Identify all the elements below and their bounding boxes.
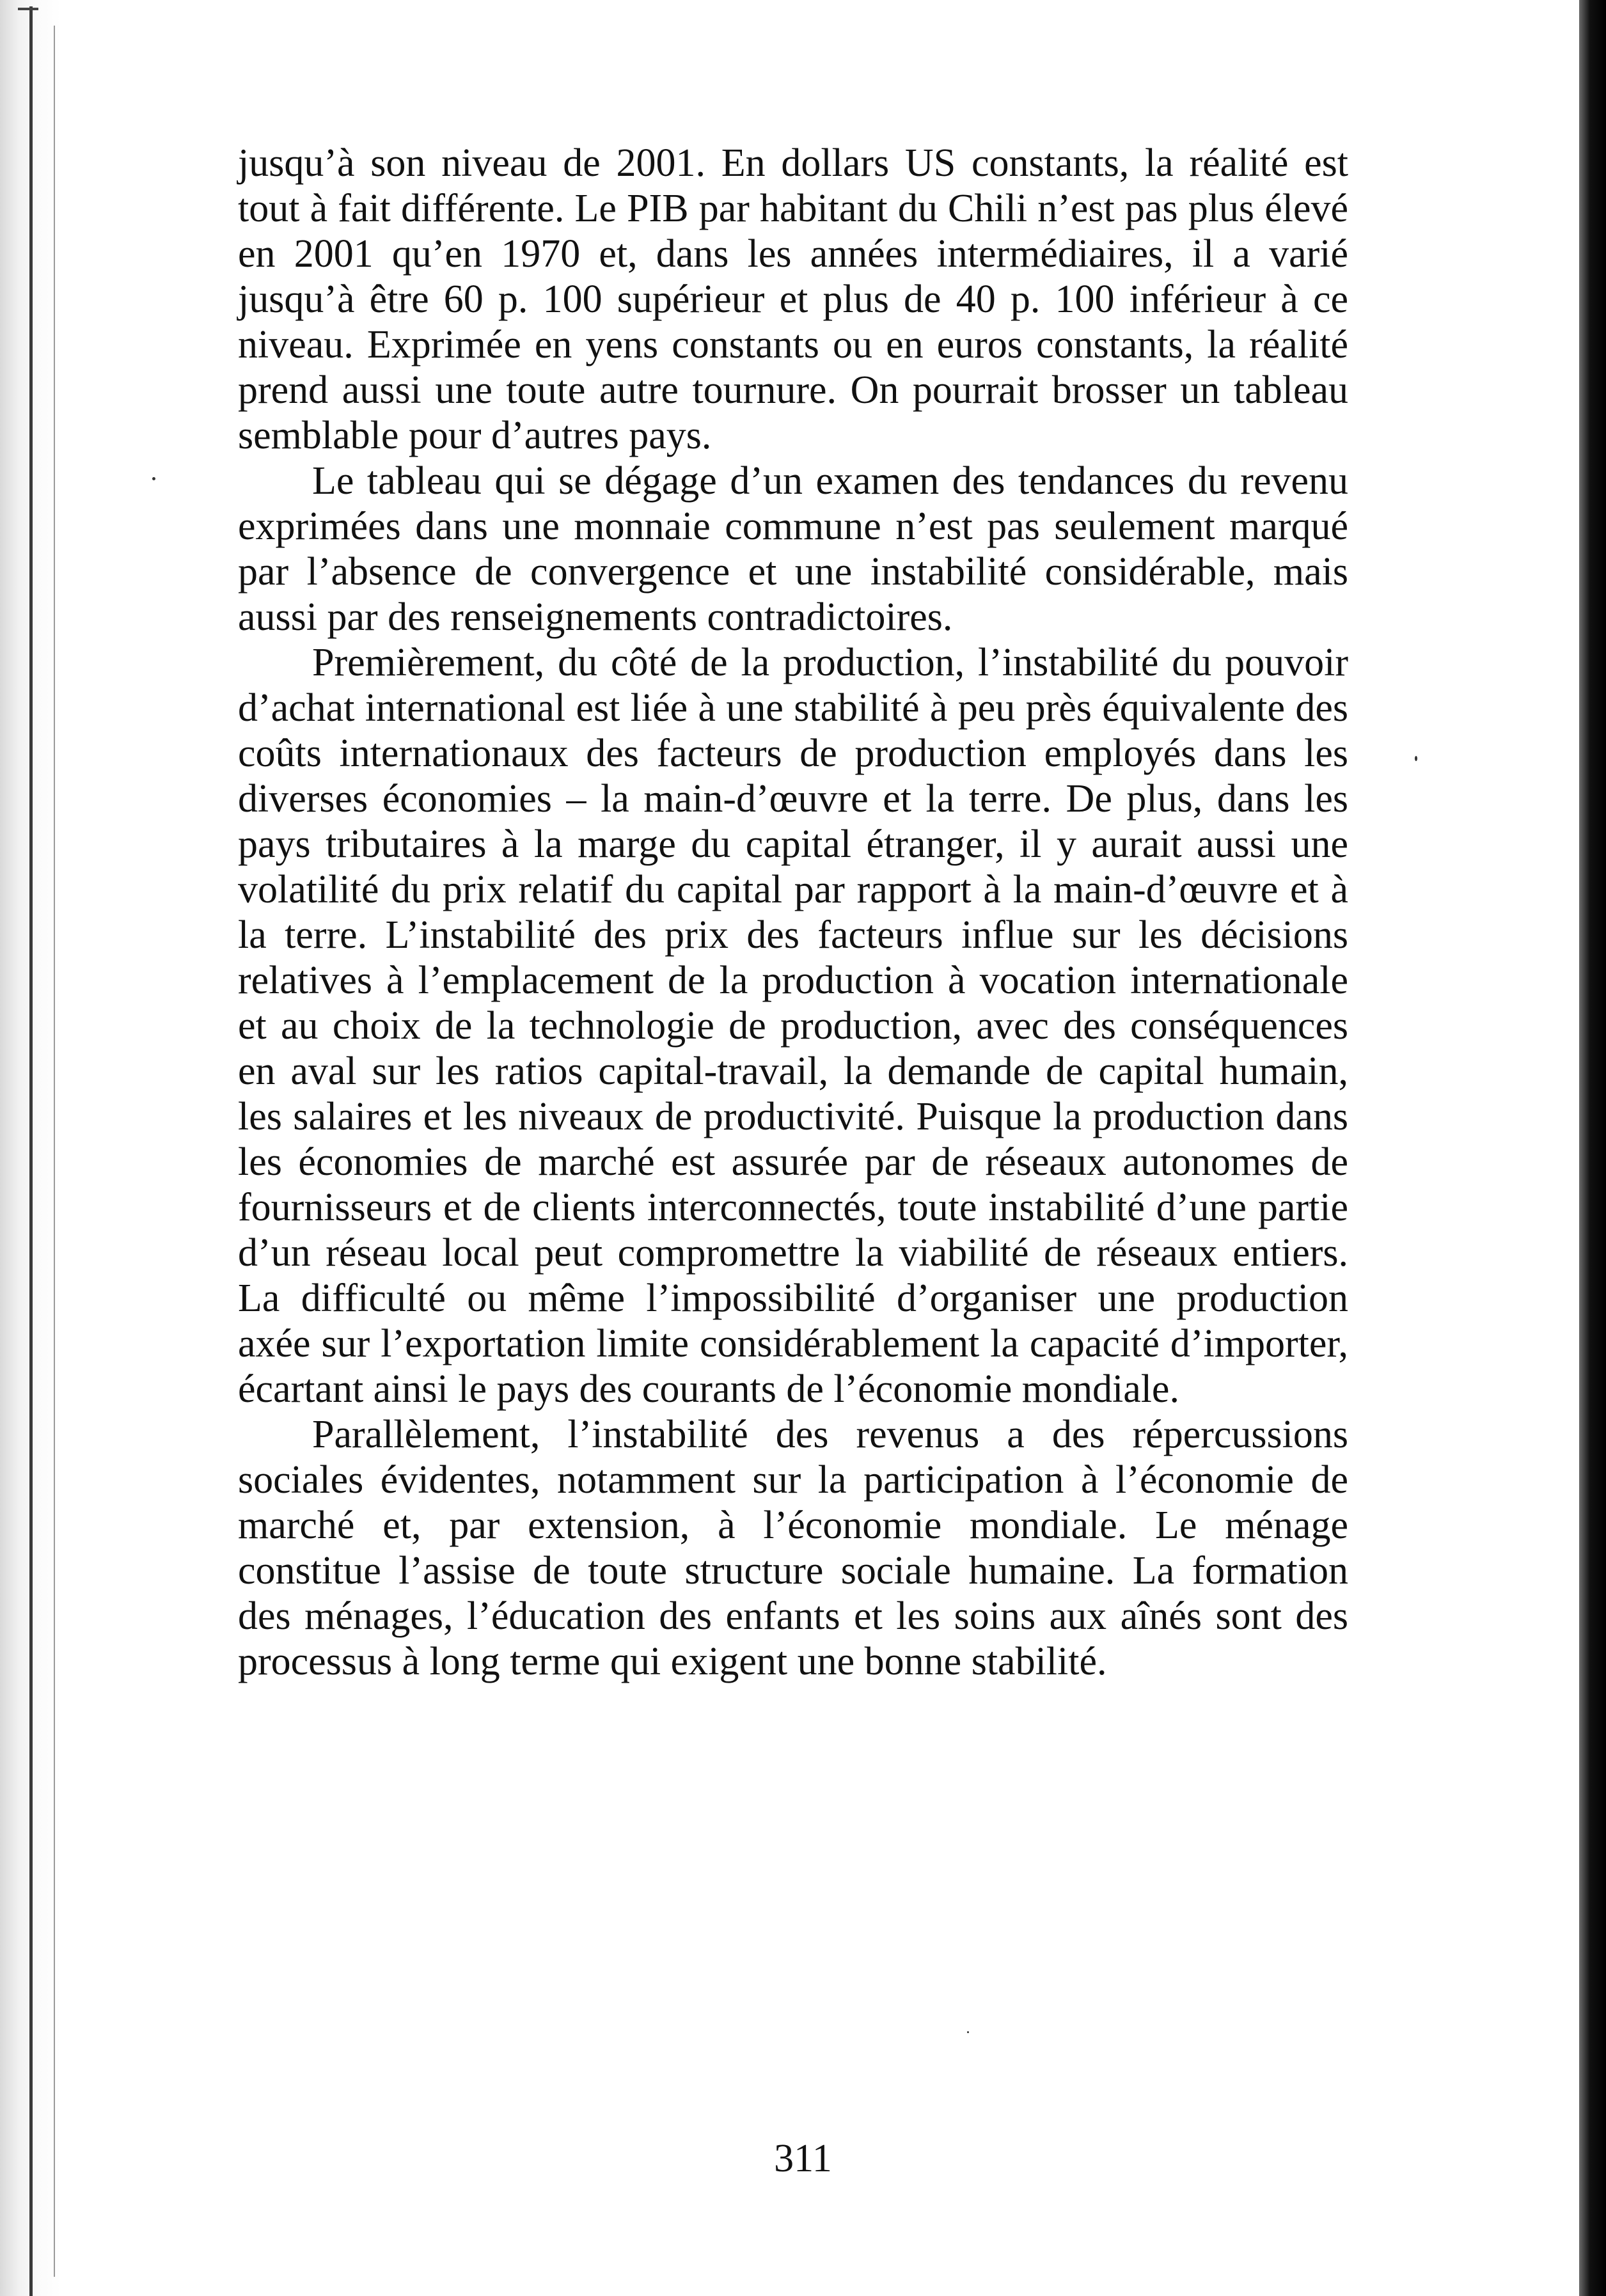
scan-right-edge: [1579, 0, 1606, 2296]
scan-speck: [152, 477, 155, 480]
paragraph: Parallèlement, l’instabilité des revenus a des répercussions sociales évidentes, notamment sur la participation à l’économie de marché et, par extension, à l’économie mondiale. Le ménage constitue l’assise de toute structure sociale humaine. La formation des ménages, l’éducation des enfants et les soins aux aînés sont des processus à long terme qui exigent une bonne stabilité.: [238, 1413, 1348, 1683]
paragraph: Premièrement, du côté de la production, l’instabilité du pouvoir d’achat international est liée à une stabilité à peu près équivalente des coûts internationaux des facteurs de production employés dans les diverses économies – la main-d’œuvre et la terre. De plus, dans les pays tributaires à la marge du capital étranger, il y aurait aussi une volatilité du prix relatif du capital par rapport à la main-d’œuvre et à la terre. L’instabilité des prix des facteurs influe sur les décisions relatives à l’emplacement de la production à vocation internationale et au choix de la technologie de production, avec des conséquences en aval sur les ratios capital-travail, la demande de capital humain, les salaires et les niveaux de productivité. Puisque la production dans les économies de marché est assurée par de réseaux autonomes de fournisseurs et de clients interconnectés, toute instabilité d’une partie d’un réseau local peut compromettre la viabilité de réseaux entiers. La difficulté ou même l’impossibilité d’organiser une production axée sur l’exportation limite considérablement la capacité d’importer, écartant ainsi le pays des courants de l’économie mondiale.: [238, 641, 1348, 1411]
binding-shadow-line-faint: [54, 26, 55, 2277]
scan-corner-mark: [18, 8, 38, 10]
paragraph: Le tableau qui se dégage d’un examen des tendances du revenu exprimées dans une monnaie commune n’est pas seulement marqué par l’absence de convergence et une instabilité considérable, mais aussi par des renseignements contradictoires.: [238, 459, 1348, 639]
page-body-text: [238, 141, 1348, 1685]
scan-speck: [967, 2031, 969, 2033]
paragraph: jusqu’à son niveau de 2001. En dollars US constants, la réalité est tout à fait différente. Le PIB par habitant du Chili n’est pas plus élevé en 2001 qu’en 1970 et, dans les années intermédiaires, il a varié jusqu’à être 60 p. 100 supérieur et plus de 40 p. 100 inférieur à ce niveau. Exprimée en yens constants ou en euros constants, la réalité prend aussi une toute autre tournure. On pourrait brosser un tableau semblable pour d’autres pays.: [238, 141, 1348, 457]
binding-shadow-line: [29, 6, 33, 2296]
page-number: 311: [774, 2137, 832, 2180]
scan-speck: [1415, 756, 1417, 761]
